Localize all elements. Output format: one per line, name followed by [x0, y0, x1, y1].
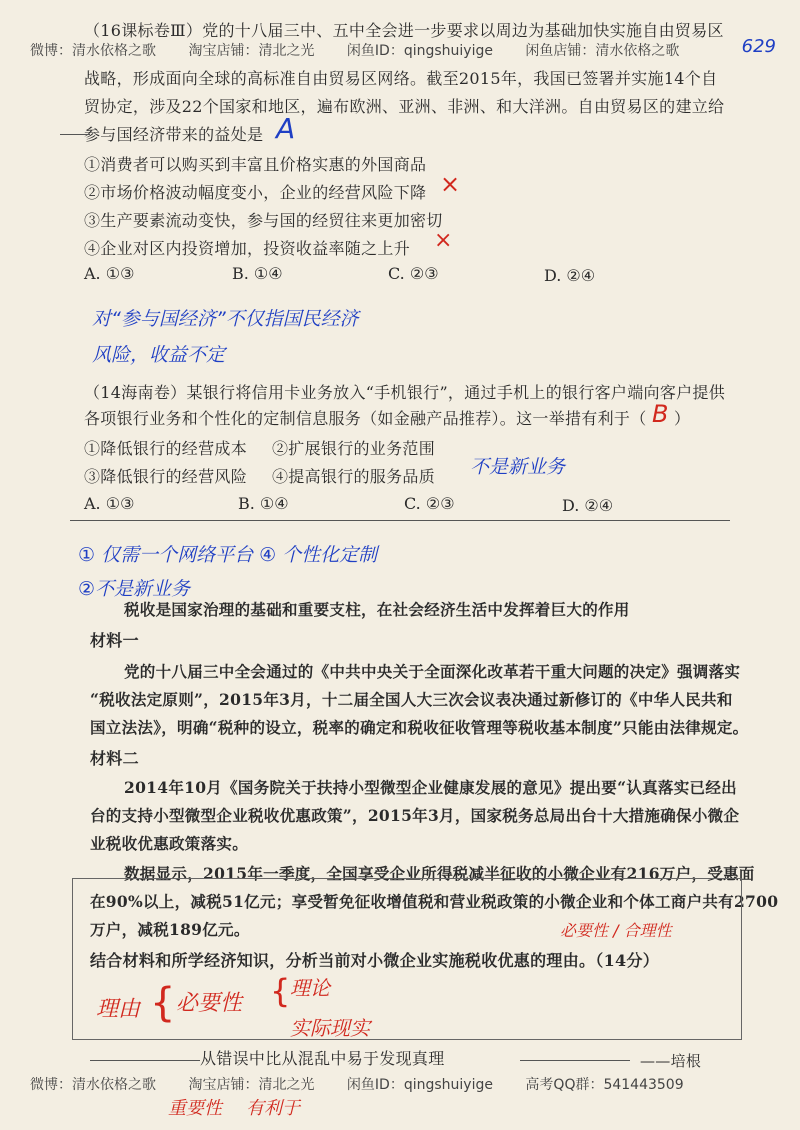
footer-rule-left [90, 1060, 200, 1061]
brace-mark: { [150, 980, 176, 1026]
q1-option-c: C. ②③ [388, 264, 439, 283]
q1-line: 战略，形成面向全球的高标准自由贸易区网络。截至2015年，我国已签署并实施14个自 [84, 69, 718, 88]
q2-item: ①降低银行的经营成本 [84, 439, 248, 458]
q2-option-b: B. ①④ [238, 494, 289, 513]
q2-item: ②扩展银行的业务范围 [272, 439, 436, 458]
q3-m1-line: “税收法定原则”，2015年3月，十二届全国人大三次会议表决通过新修订的《中华人民共和 [90, 690, 733, 709]
handwritten-importance: 重要性 [168, 1098, 222, 1119]
q1-line: 参与国经济带来的益处是 [84, 125, 264, 144]
watermark-item: 淘宝店铺：清北之光 [188, 1077, 315, 1093]
watermark-item: 微博：清水依格之歌 [30, 43, 156, 59]
q3-material-2-title: 材料二 [90, 749, 139, 768]
q3-m2-line: 业税收优惠政策落实。 [90, 834, 249, 853]
watermark-item: 闲鱼ID：qingshuiyige [346, 1077, 493, 1093]
cross-mark: × [434, 228, 453, 253]
q2-option-a: A. ①③ [84, 494, 135, 513]
footer-motto: 从错误中比从混乱中易于发现真理 [200, 1049, 445, 1068]
divider [60, 134, 90, 135]
q2-line: （14海南卷）某银行将信用卡业务放入“手机银行”，通过手机上的银行客户端向客户提供 [84, 383, 726, 402]
handwritten-note: ②不是新业务 [78, 578, 191, 600]
q3-m2-line: 2014年10月《国务院关于扶持小型微型企业健康发展的意见》提出要“认真落实已经出 [124, 778, 737, 797]
watermark-top [30, 40, 780, 60]
q3-m2-line: 万户，减税189亿元。 [90, 920, 250, 939]
footer-author: ——培根 [640, 1052, 702, 1070]
watermark-bottom [30, 1074, 780, 1094]
q2-answer-mark: B [652, 400, 669, 428]
watermark-item: 淘宝店铺：清北之光 [188, 43, 315, 59]
watermark-item: 高考QQ群：541443509 [525, 1077, 684, 1093]
footer-rule-right [520, 1060, 630, 1061]
q3-m1-line: 国立法法》，明确“税种的设立，税率的确定和税收征收管理等税收基本制度”只能由法律规定。 [90, 718, 749, 737]
q1-item: ①消费者可以购买到丰富且价格实惠的外国商品 [84, 155, 427, 174]
q2-option-d: D. ②④ [562, 496, 614, 515]
q2-item: ③降低银行的经营风险 [84, 467, 248, 486]
q3-m2-line: 数据显示，2015年一季度，全国享受企业所得税减半征收的小微企业有216万户，受惠面 [124, 864, 755, 883]
q1-item: ②市场价格波动幅度变小，企业的经营风险下降 [84, 183, 427, 202]
q3-heading: 税收是国家治理的基础和重要支柱，在社会经济生活中发挥着巨大的作用 [124, 600, 630, 619]
q2-option-c: C. ②③ [404, 494, 455, 513]
brace-mark: { [270, 972, 291, 1010]
q1-option-d: D. ②④ [544, 266, 596, 285]
handwritten-note: ① 仅需一个网络平台 ④ 个性化定制 [78, 544, 378, 566]
page-number: 629 [741, 36, 776, 57]
q2-close-paren: ） [674, 409, 691, 428]
q3-material-1-title: 材料一 [90, 631, 139, 650]
q1-option-a: A. ①③ [84, 264, 135, 283]
handwritten-note: 风险，收益不定 [92, 344, 226, 366]
watermark-item: 闲鱼店铺：清水依格之歌 [525, 43, 680, 59]
q3-m2-line: 台的支持小型微型企业税收优惠政策”，2015年3月，国家税务总局出台十大措施确保小微企 [90, 806, 740, 825]
handwritten-note-top: 必要性 / 合理性 [560, 921, 672, 940]
handwritten-reason: 理由 [96, 997, 141, 1022]
handwritten-side-note: 不是新业务 [470, 456, 566, 478]
q2-item: ④提高银行的服务品质 [272, 467, 436, 486]
q1-item: ④企业对区内投资增加，投资收益率随之上升 [84, 239, 411, 258]
q2-line: 各项银行业务和个性化的定制信息服务（如金融产品推荐）。这一举措有利于（ [84, 409, 647, 428]
q1-line: 贸协定，涉及22个国家和地区，遍布欧洲、亚洲、非洲、和大洋洲。自由贸易区的建立给 [84, 97, 725, 116]
q1-option-b: B. ①④ [232, 264, 283, 283]
watermark-item: 微博：清水依格之歌 [30, 1077, 156, 1093]
q1-line: （16课标卷Ⅲ）党的十八届三中、五中全会进一步要求以周边为基础加快实施自由贸易区 [84, 21, 724, 40]
handwritten-note: 对“参与国经济”不仅指国民经济 [92, 308, 359, 330]
handwritten-necessity: 必要性 [176, 991, 243, 1016]
q3-question: 结合材料和所学经济知识，分析当前对小微企业实施税收优惠的理由。（14分） [90, 951, 660, 970]
q3-m1-line: 党的十八届三中全会通过的《中共中央关于全面深化改革若干重大问题的决定》强调落实 [124, 662, 741, 681]
handwritten-theory: 理论 [290, 976, 330, 1000]
watermark-item: 闲鱼ID：qingshuiyige [346, 43, 493, 59]
q1-item: ③生产要素流动变快，参与国的经贸往来更加密切 [84, 211, 443, 230]
handwritten-reality: 实际现实 [290, 1016, 370, 1040]
q1-answer-mark: A [276, 112, 296, 145]
q3-m2-line: 在90%以上，减税51亿元；享受暂免征收增值税和营业税政策的小微企业和个体工商户共有2700 [90, 892, 779, 911]
divider [70, 520, 730, 521]
cross-mark: × [440, 170, 461, 198]
handwritten-advantage: 有利于 [246, 1098, 300, 1119]
